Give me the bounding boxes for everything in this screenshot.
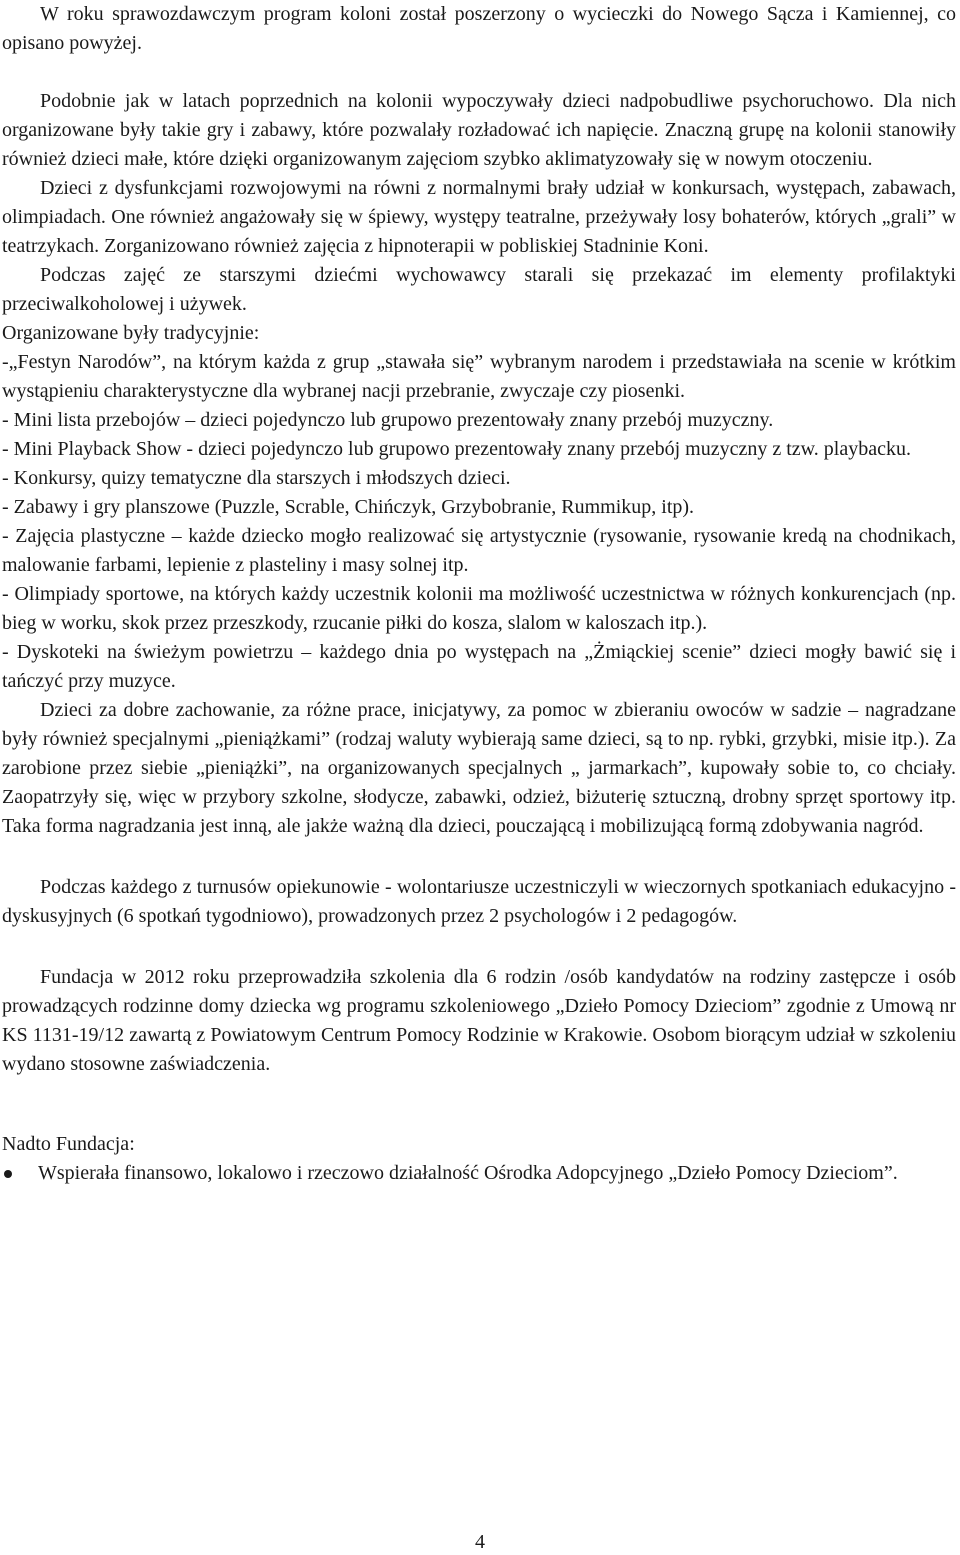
foundation-bullet-list	[2, 1159, 956, 1188]
list-item-zabawy: - Zabawy i gry planszowe (Puzzle, Scrable, Chińczyk, Grzybobranie, Rummikup, itp).	[2, 496, 695, 518]
paragraph-training: Fundacja w 2012 roku przeprowadziła szkolenia dla 6 rodzin /osób kandydatów na rodziny zastępcze i osób prowadzących rodzinne domy dziecka wg programu szkoleniowego „Dzieło Pomocy Dzieciom” zgodnie z Umową nr KS 1131-19/12 zawartą z Powiatowym Centrum Pomocy Rodzinie w Krakowie. Osobom biorącym udział w szkoleniu wydano stosowne zaświadczenia.	[2, 966, 956, 1075]
page-number: 4	[475, 1531, 485, 1553]
list-item-dyskoteki: - Dyskoteki na świeżym powietrzu – każdego dnia po występach na „Żmiąckiej scenie” dzieci mogły bawić się i tańczyć przy muzyce.	[2, 641, 956, 692]
list-item-mini-lista: - Mini lista przebojów – dzieci pojedynczo lub grupowo prezentowały znany przebój muzyczny.	[2, 409, 774, 431]
list-item-olimpiady: - Olimpiady sportowe, na których każdy uczestnik kolonii ma możliwość uczestnictwa w różnych konkurencjach (np. bieg w worku, skok przez przeszkody, rzucanie piłki do kosza, slalom w kaloszach itp.).	[2, 583, 956, 634]
list-item-konkursy: - Konkursy, quizy tematyczne dla starszych i młodszych dzieci.	[2, 467, 511, 489]
paragraph-traditional-intro: Organizowane były tradycyjnie:	[2, 322, 260, 344]
paragraph-program-extension: W roku sprawozdawczym program koloni został poszerzony o wycieczki do Nowego Sącza i Kamiennej, co opisano powyżej.	[2, 3, 956, 54]
paragraph-rewards: Dzieci za dobre zachowanie, za różne prace, inicjatywy, za pomoc w zbieraniu owoców w sadzie – nagradzane były również specjalnymi „pieniążkami” (rodzaj waluty wybierają same dzieci, są to np. rybki, grzybki, misie itp.). Za zarobione przez siebie „pieniążki”, na organizowanych specjalnych „ jarmarkach”, kupowały sobie to, co chciały. Zaopatrzyły się, więc w przybory szkolne, słodycze, zabawki, odzież, biżuterię sztuczną, drobny sprzęt sportowy itp. Taka forma nagradzania jest inną, ale jakże ważną dla dzieci, pouczającą i mobilizującą formą zdobywania nagród.	[2, 699, 956, 837]
list-item-festyn: -„Festyn Narodów”, na którym każda z grup „stawała się” wybranym narodem i przedstawiała na scenie w krótkim wystąpieniu charakterystyczne dla wybranej nacji przebranie, zwyczaje czy piosenki.	[2, 351, 956, 402]
paragraph-hyperactive-children: Podobnie jak w latach poprzednich na kolonii wypoczywały dzieci nadpobudliwe psychoruchowo. Dla nich organizowane były takie gry i zabawy, które pozwalały rozładować ich napięcie. Znaczną grupę na kolonii stanowiły również dzieci małe, które dzięki organizowanym zajęciom szybko aklimatyzowały się w nowym otoczeniu.	[2, 90, 956, 170]
bullet-text: Wspierała finansowo, lokalowo i rzeczowo działalność Ośrodka Adopcyjnego „Dzieło Pomocy Dzieciom”.	[38, 1162, 898, 1184]
paragraph-volunteers: Podczas każdego z turnusów opiekunowie - wolontariusze uczestniczyli w wieczornych spotkaniach edukacyjno - dyskusyjnych (6 spotkań tygodniowo), prowadzonych przez 2 psychologów i 2 pedagogów.	[2, 876, 956, 927]
paragraph-foundation-intro: Nadto Fundacja:	[2, 1133, 135, 1155]
list-item	[2, 1159, 956, 1188]
list-item-playback-show: - Mini Playback Show - dzieci pojedynczo lub grupowo prezentowały znany przebój muzyczny z tzw. playbacku.	[2, 438, 911, 460]
list-item-plastyczne: - Zajęcia plastyczne – każde dziecko mogło realizować się artystycznie (rysowanie, rysowanie kredą na chodnikach, malowanie farbami, lepienie z plasteliny i masy solnej itp.	[2, 525, 956, 576]
bullet-icon	[4, 1170, 12, 1178]
paragraph-dysfunction-children: Dzieci z dysfunkcjami rozwojowymi na równi z normalnymi brały udział w konkursach, występach, zabawach, olimpiadach. One również angażowały się w śpiewy, występy teatralne, przeżywały losy bohaterów, których „grali” w teatrzykach. Zorganizowano również zajęcia z hipnoterapii w pobliskiej Stadninie Koni.	[2, 177, 956, 257]
paragraph-prevention: Podczas zajęć ze starszymi dziećmi wychowawcy starali się przekazać im elementy profilaktyki przeciwalkoholowej i używek.	[2, 264, 956, 315]
